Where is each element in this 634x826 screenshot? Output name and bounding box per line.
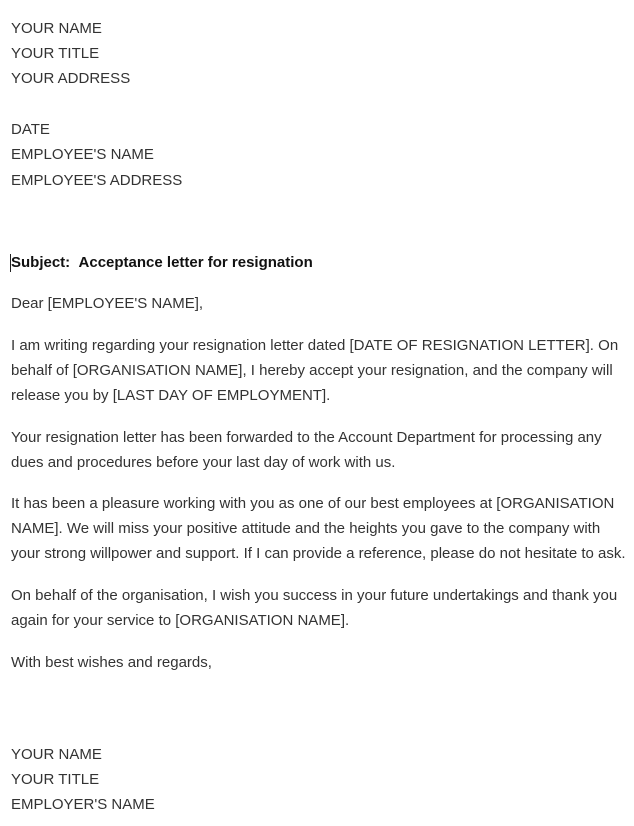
signature-title: YOUR TITLE xyxy=(11,771,100,788)
sender-name: YOUR NAME xyxy=(11,20,102,37)
subject-line xyxy=(11,250,313,275)
sender-address: YOUR ADDRESS xyxy=(11,70,131,87)
subject-label: Subject: xyxy=(11,254,71,271)
salutation: Dear [EMPLOYEE'S NAME], xyxy=(11,295,204,312)
body-paragraph-3: It has been a pleasure working with you as one of our best employees at [ORGANISATION NAME]. We will miss your positive attitude and the heights you gave to the company with your strong willpower and support. If I can provide a reference, please do not hesitate to ask. xyxy=(11,495,626,562)
body-paragraph-2: Your resignation letter has been forwarded to the Account Department for processing any dues and procedures before your last day of work with us. xyxy=(11,429,602,471)
employee-name: EMPLOYEE'S NAME xyxy=(11,146,154,163)
letter-date: DATE xyxy=(11,121,50,138)
signature-employer: EMPLOYER'S NAME xyxy=(11,796,155,813)
body-paragraph-1: I am writing regarding your resignation letter dated [DATE OF RESIGNATION LETTER]. On behalf of [ORGANISATION NAME], I hereby accept your resignation, and the company will release you by [LAST DAY OF EMPLOYMENT]. xyxy=(11,337,619,404)
sender-title: YOUR TITLE xyxy=(11,45,100,62)
employee-address: EMPLOYEE'S ADDRESS xyxy=(11,172,183,189)
body-paragraph-4: On behalf of the organisation, I wish you success in your future undertakings and thank you again for your service to [ORGANISATION NAME]. xyxy=(11,587,618,629)
closing: With best wishes and regards, xyxy=(11,654,212,671)
subject-text: Acceptance letter for resignation xyxy=(78,254,313,271)
signature-name: YOUR NAME xyxy=(11,746,102,763)
